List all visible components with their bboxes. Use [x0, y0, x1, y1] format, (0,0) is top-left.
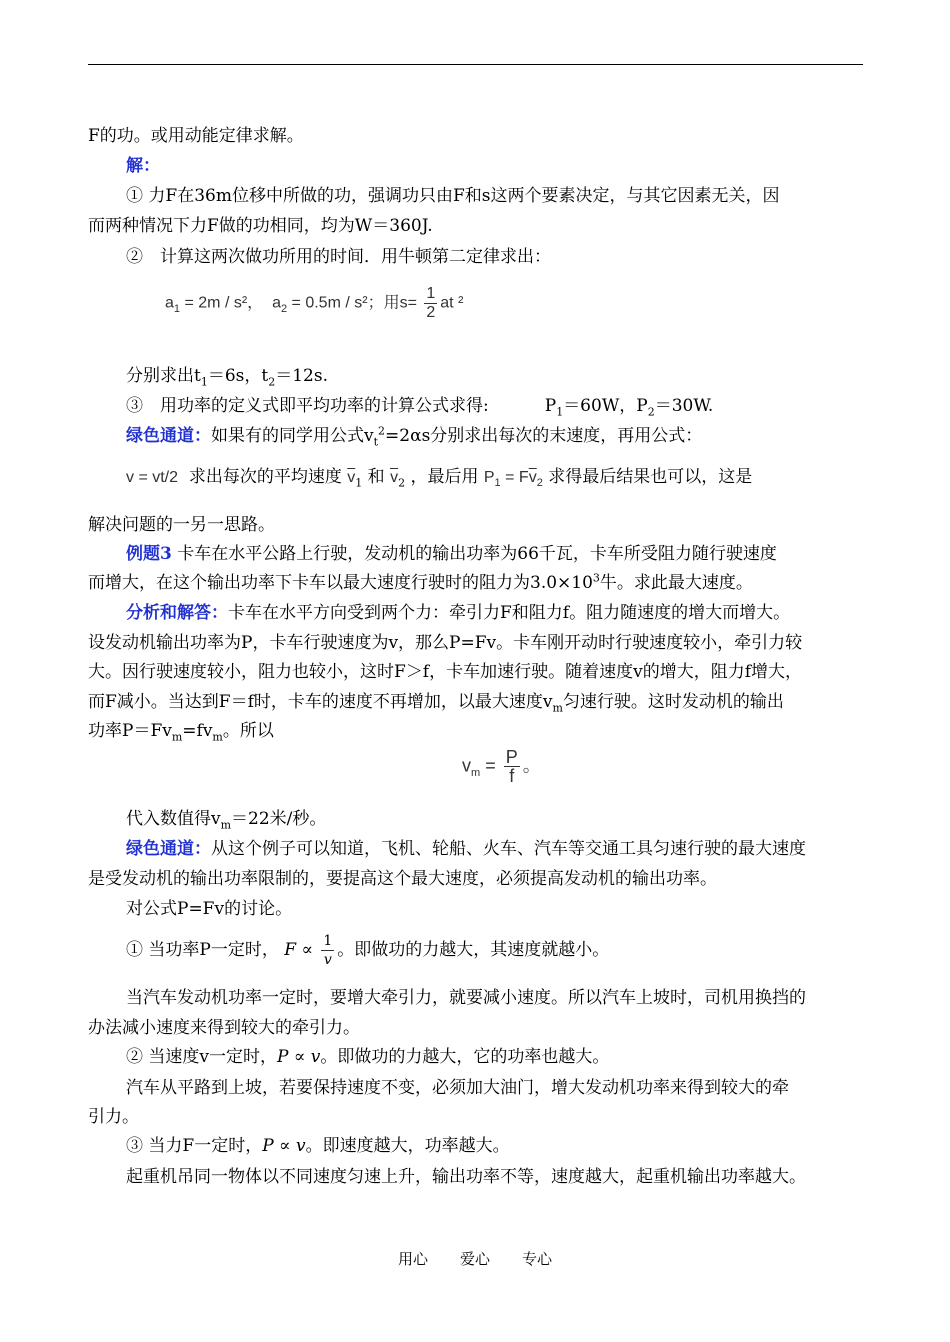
paragraph: ③ 当力F一定时，P ∝ v。即速度越大，功率越大。 — [126, 1136, 510, 1156]
paragraph: 而增大，在这个输出功率下卡车以最大速度行驶时的阻力为$3.0\times 10^3$牛。求此最大速度。 — [88, 571, 753, 593]
solution-label: 解： — [126, 156, 160, 176]
paragraph: 分析和解答：卡车在水平方向受到两个力：牵引力F和阻力f。阻力随速度的增大而增大。 — [126, 603, 791, 623]
paragraph: 分别求出$t_1=6s$，$t_2=12s$. — [126, 366, 328, 389]
paragraph: 设发动机输出功率为P，卡车行驶速度为v，那么P=Fv。卡车刚开动时行驶速度较小，牵引力较 — [88, 633, 803, 653]
paragraph: 办法减小速度来得到较大的牵引力。 — [88, 1018, 360, 1038]
paragraph: ① 当功率P一定时， F ∝ $\frac{1}{v}$ 。即做功的力越大，其速度就越小。 — [126, 933, 610, 968]
page-footer: 用心 爱心 专心 — [397, 1250, 553, 1268]
equation-vmax: $v_m$ = $\frac{P}{f}$ 。 — [462, 747, 541, 786]
paragraph: v = vt/2 求出每次的平均速度 $\overline{v}_1$ 和 $\overline{v}_2$ ，最后用 $P_1 = F\overline{v}_2$ 求得最后结果也可以，这是 — [126, 467, 753, 490]
paragraph: 起重机吊同一物体以不同速度匀速上升，输出功率不等，速度越大，起重机输出功率越大。 — [126, 1167, 806, 1187]
paragraph: ③ 用功率的定义式即平均功率的计算公式求得: $P_1=60W$，$P_2=30W$. — [126, 396, 714, 419]
paragraph: ② 计算这两次做功所用的时间．用牛顿第二定律求出： — [126, 247, 551, 267]
paragraph: 解决问题的一另一思路。 — [88, 515, 275, 535]
paragraph: 代入数值得$v_m=22$米/秒。 — [126, 809, 327, 832]
paragraph: 对公式P=Fv的讨论。 — [126, 899, 293, 919]
example-heading: 例题3 卡车在水平公路上行驶，发动机的输出功率为66千瓦，卡车所受阻力随行驶速度 — [126, 544, 777, 564]
paragraph: 大。因行驶速度较小，阻力也较小，这时F＞f，卡车加速行驶。随着速度v的增大，阻力f增大， — [88, 662, 802, 682]
paragraph: 汽车从平路到上坡，若要保持速度不变，必须加大油门，增大发动机功率来得到较大的牵 — [126, 1078, 789, 1098]
paragraph: 引力。 — [88, 1107, 139, 1127]
paragraph: 而两种情况下力F做的功相同，均为W＝360J. — [88, 216, 433, 236]
paragraph: 绿色通道：从这个例子可以知道，飞机、轮船、火车、汽车等交通工具匀速行驶的最大速度 — [126, 839, 806, 859]
equation-acceleration: $a_1 = 2m / s^2$， $a_2 = 0.5m / s^2$；用s= $\frac{1}{2}$ at ² — [165, 285, 464, 321]
paragraph: ① 力F在36m位移中所做的功，强调功只由F和s这两个要素决定，与其它因素无关，因 — [126, 186, 780, 206]
header-rule — [88, 64, 863, 65]
paragraph: 是受发动机的输出功率限制的，要提高这个最大速度，必须提高发动机的输出功率。 — [88, 869, 717, 889]
paragraph: 当汽车发动机功率一定时，要增大牵引力，就要减小速度。所以汽车上坡时，司机用换挡的 — [126, 988, 806, 1008]
paragraph: 绿色通道：如果有的同学用公式$v_t^2=2\alpha s$分别求出每次的末速度，再用公式： — [126, 424, 703, 449]
paragraph: ② 当速度v一定时，P ∝ v。即做功的力越大，它的功率也越大。 — [126, 1047, 610, 1067]
paragraph: 而F减小。当达到F＝f时，卡车的速度不再增加，以最大速度$v_m$匀速行驶。这时发动机的输出 — [88, 692, 784, 715]
paragraph: F的功。或用动能定律求解。 — [88, 126, 304, 146]
paragraph: 功率$P=Fv_m=fv_m$。所以 — [88, 721, 274, 744]
